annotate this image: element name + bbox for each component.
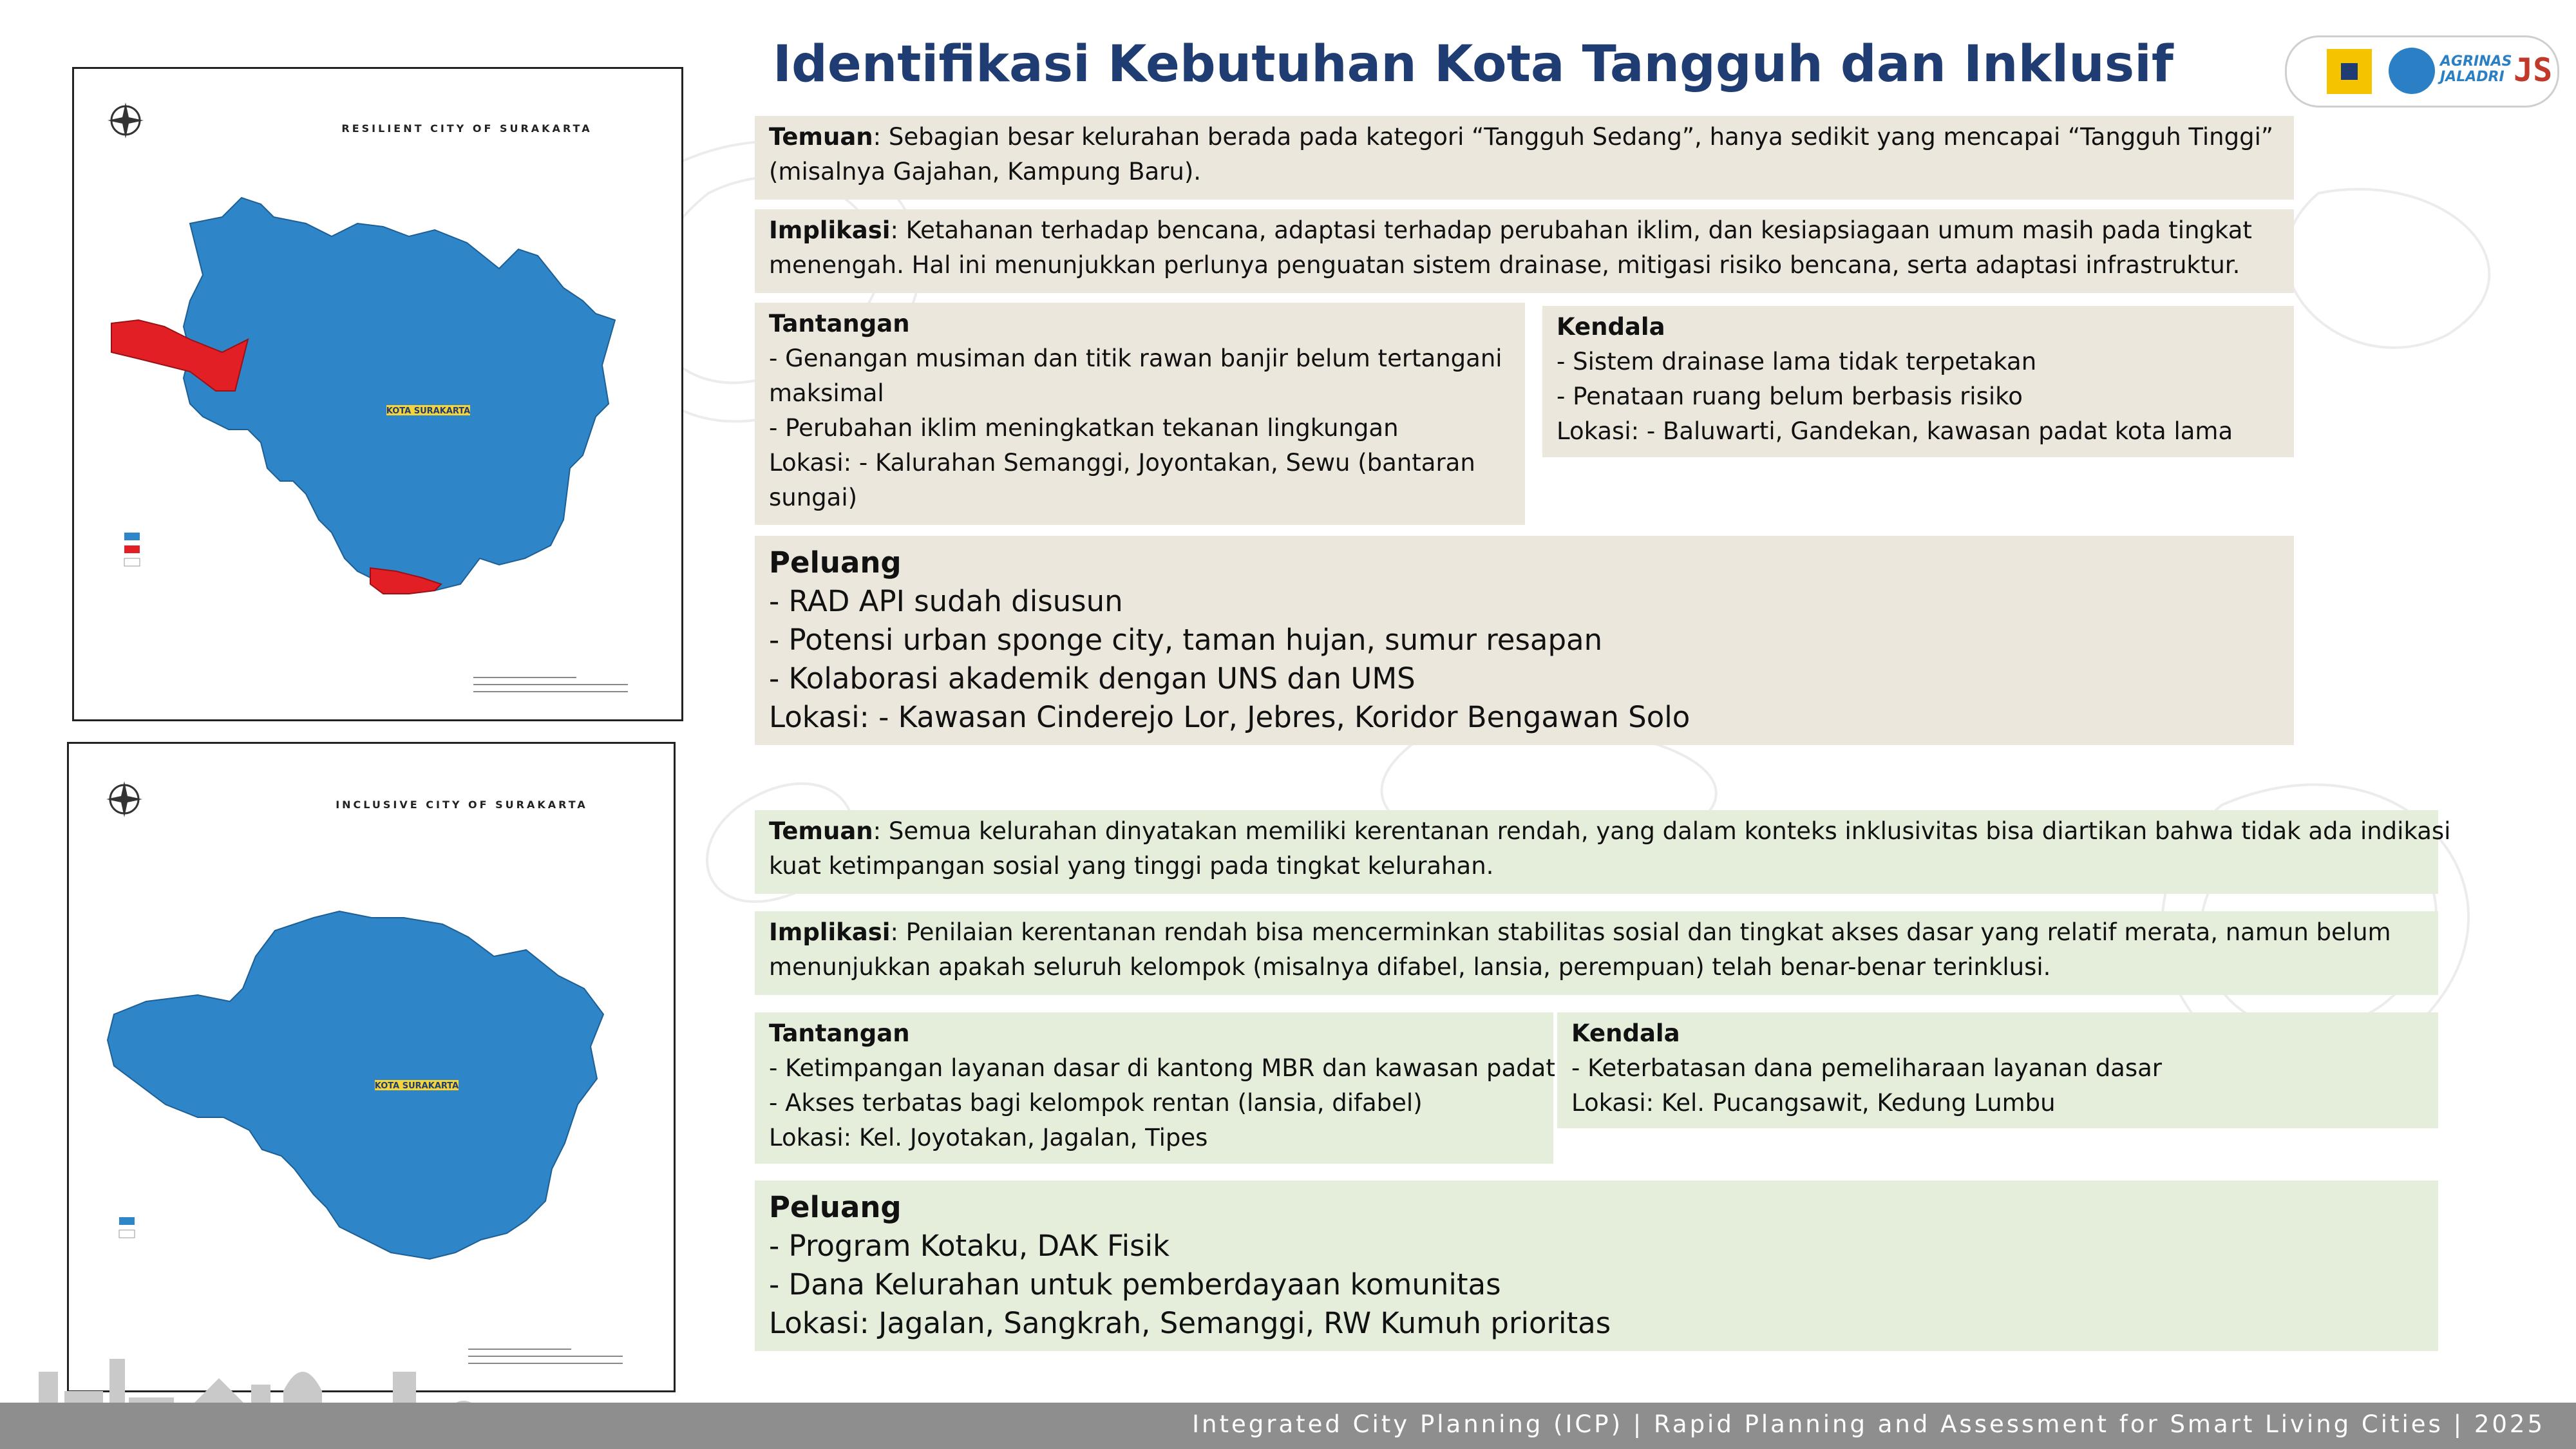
tantangan-title: Tantangan (769, 310, 910, 337)
resilient-peluang-panel (755, 536, 2294, 745)
tantangan-line: - Ketimpangan layanan dasar di kantong MBR dan kawasan padat (769, 1054, 1555, 1082)
map-inclusive (67, 742, 676, 1392)
implikasi-label: Implikasi (769, 918, 891, 946)
kendala-line: - Penataan ruang belum berbasis risiko (1557, 383, 2023, 410)
city-label: KOTA SURAKARTA (386, 406, 471, 416)
temuan-text: : Sebagian besar kelurahan berada pada kategori “Tangguh Sedang”, hanya sedikit yang mencapai “Tangguh Tinggi” (873, 123, 2274, 151)
map-legend (124, 533, 140, 566)
agrinas-jaladri-logo-icon (2389, 48, 2435, 94)
tantangan-line: Lokasi: - Kalurahan Semanggi, Joyontakan, Sewu (bantaran (769, 449, 1475, 477)
city-area (184, 198, 615, 591)
peluang-line: - RAD API sudah disusun (769, 584, 1123, 618)
kendala-title: Kendala (1571, 1019, 1680, 1047)
implikasi-label: Implikasi (769, 216, 891, 244)
resilient-kendala-panel (1542, 306, 2294, 457)
peluang-line: - Program Kotaku, DAK Fisik (769, 1229, 1170, 1263)
tantangan-line: maksimal (769, 379, 884, 407)
map-source-text (473, 677, 628, 692)
inclusive-kendala-panel (1557, 1012, 2438, 1128)
pu-logo-icon (2327, 49, 2372, 94)
kendala-title: Kendala (1557, 313, 1665, 341)
peluang-line: Lokasi: Jagalan, Sangkrah, Semanggi, RW Kumuh prioritas (769, 1306, 1611, 1340)
temuan-label: Temuan (769, 123, 873, 151)
tantangan-line: Lokasi: Kel. Joyotakan, Jagalan, Tipes (769, 1124, 1208, 1151)
tantangan-line: sungai) (769, 484, 858, 511)
peluang-title: Peluang (769, 1190, 902, 1224)
logo-bar (2285, 35, 2559, 108)
footer-text: Integrated City Planning (ICP) | Rapid Planning and Assessment for Smart Living Cities | 2025 (1192, 1410, 2545, 1438)
js-logo-icon: JS (2514, 52, 2553, 89)
implikasi-text: : Penilaian kerentanan rendah bisa mencerminkan stabilitas sosial dan tingkat akses dasar yang relatif merata, namun belum (890, 918, 2391, 946)
north-arrow-icon (106, 781, 142, 817)
tantangan-line: - Genangan musiman dan titik rawan banjir belum tertangani (769, 345, 1502, 372)
tantangan-line: - Akses terbatas bagi kelompok rentan (lansia, difabel) (769, 1089, 1423, 1117)
map-resilient (72, 67, 683, 721)
temuan-text-cont: (misalnya Gajahan, Kampung Baru). (769, 158, 1202, 185)
implikasi-text: : Ketahanan terhadap bencana, adaptasi terhadap perubahan iklim, dan kesiapsiagaan umum masih pada tingkat (890, 216, 2252, 244)
kendala-line: - Sistem drainase lama tidak terpetakan (1557, 348, 2037, 375)
tantangan-line: - Perubahan iklim meningkatkan tekanan lingkungan (769, 414, 1399, 442)
peluang-line: Lokasi: - Kawasan Cinderejo Lor, Jebres, Koridor Bengawan Solo (769, 700, 1690, 734)
tantangan-title: Tantangan (769, 1019, 910, 1047)
kendala-line: Lokasi: - Baluwarti, Gandekan, kawasan padat kota lama (1557, 417, 2233, 445)
temuan-text-cont: kuat ketimpangan sosial yang tinggi pada tingkat kelurahan. (769, 852, 1494, 880)
implikasi-text-cont: menengah. Hal ini menunjukkan perlunya penguatan sistem drainase, mitigasi risiko bencana, serta adaptasi infrastruktur. (769, 251, 2240, 279)
map-title: INCLUSIVE CITY OF SURAKARTA (336, 799, 588, 811)
map-title: RESILIENT CITY OF SURAKARTA (341, 122, 592, 135)
city-label: KOTA SURAKARTA (374, 1081, 459, 1091)
implikasi-text-cont: menunjukkan apakah seluruh kelompok (misalnya difabel, lansia, perempuan) telah benar-benar terinklusi. (769, 953, 2051, 981)
resilient-implikasi-panel (755, 209, 2294, 293)
footer-bar (0, 1403, 2576, 1449)
agrinas-jaladri-logo-text: AGRINAS JALADRI (2440, 53, 2512, 85)
inclusive-temuan-panel (755, 810, 2451, 894)
peluang-line: - Potensi urban sponge city, taman hujan, sumur resapan (769, 623, 1603, 657)
resilient-temuan-panel (755, 116, 2294, 200)
temuan-text: : Semua kelurahan dinyatakan memiliki kerentanan rendah, yang dalam konteks inklusivitas bisa diartikan bahwa tidak ada indikasi (873, 817, 2451, 845)
city-area (108, 911, 603, 1259)
inclusive-tantangan-panel (755, 1012, 1553, 1164)
kendala-line: - Keterbatasan dana pemeliharaan layanan dasar (1571, 1054, 2163, 1082)
inclusive-peluang-panel (755, 1180, 2438, 1351)
north-arrow-icon (108, 102, 144, 138)
peluang-line: - Dana Kelurahan untuk pemberdayaan komunitas (769, 1267, 1501, 1302)
temuan-label: Temuan (769, 817, 873, 845)
peluang-line: - Kolaborasi akademik dengan UNS dan UMS (769, 661, 1416, 696)
kendala-line: Lokasi: Kel. Pucangsawit, Kedung Lumbu (1571, 1089, 2056, 1117)
map-legend (119, 1217, 135, 1238)
inclusive-implikasi-panel (755, 911, 2438, 995)
page-title: Identifikasi Kebutuhan Kota Tangguh dan Inklusif (773, 35, 2174, 93)
resilient-tantangan-panel (755, 303, 1525, 525)
peluang-title: Peluang (769, 545, 902, 580)
